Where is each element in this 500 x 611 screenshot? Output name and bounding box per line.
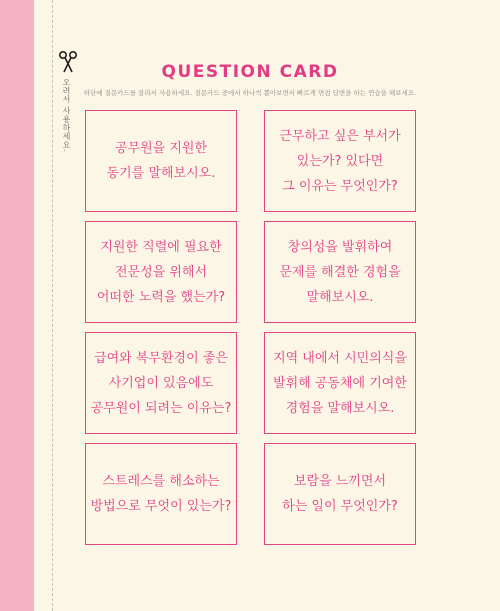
question-text: 급여와 복무환경이 좋은 사기업이 있음에도 공무원이 되려는 이유는? — [90, 350, 232, 416]
question-card-2[interactable] — [264, 110, 416, 212]
question-card-4[interactable] — [264, 221, 416, 323]
question-card-3[interactable] — [85, 221, 237, 323]
question-text: 공무원을 지원한 동기를 말해보시오. — [106, 141, 216, 181]
page-title: QUESTION CARD — [161, 62, 339, 82]
question-text: 스트레스를 해소하는 방법으로 무엇이 있는가? — [90, 474, 232, 514]
question-text: 지역 내에서 시민의식을 발휘해 공동체에 기여한 경험을 말해보시오. — [273, 350, 407, 416]
question-card-6[interactable] — [264, 332, 416, 434]
question-text: 근무하고 싶은 부서가 있는가? 있다면 그 이유는 무엇인가? — [279, 128, 401, 194]
question-text: 보람을 느끼면서 하는 일이 무엇인가? — [282, 474, 398, 514]
question-card-5[interactable] — [85, 332, 237, 434]
question-text: 지원한 직렬에 필요한 전문성을 위해서 어떠한 노력을 했는가? — [96, 239, 226, 305]
cut-instruction: 오려서 사용하세요. — [62, 78, 71, 153]
page-subtitle: 하단에 질문카드를 잘라서 사용하세요. 질문카드 중에서 하나씩 뽑아보면서 빠르게 면접 답변을 하는 연습을 해보세요. — [83, 89, 417, 97]
question-card-1[interactable] — [85, 110, 237, 212]
question-card-8[interactable] — [264, 443, 416, 545]
question-card-7[interactable] — [85, 443, 237, 545]
question-text: 창의성을 발휘하여 문제를 해결한 경험을 말해보시오. — [279, 239, 401, 305]
